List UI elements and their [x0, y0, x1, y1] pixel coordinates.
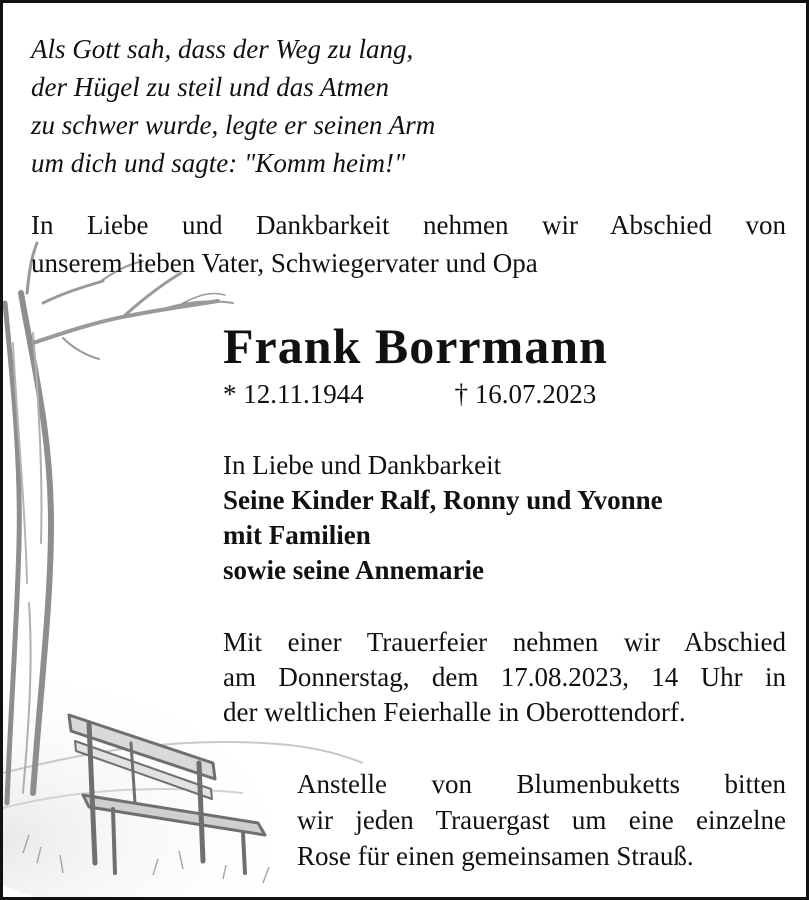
- mourners-line: In Liebe und Dankbarkeit: [223, 450, 502, 480]
- poem-line: zu schwer wurde, legte er seinen Arm: [31, 110, 436, 140]
- mourners-block: [223, 448, 663, 588]
- mourners-line: sowie seine Annemarie: [223, 555, 484, 585]
- request-line: wir jeden Trauergast um eine einzelne: [297, 805, 786, 835]
- deceased-name: Frank Borrmann: [223, 318, 608, 374]
- service-line: der weltlichen Feierhalle in Oberottendorf.: [223, 697, 686, 727]
- service-line: Mit einer Trauerfeier nehmen wir Abschied: [223, 627, 786, 657]
- death-date: † 16.07.2023: [454, 379, 597, 409]
- life-dates: [223, 377, 596, 411]
- intro-line: In Liebe und Dankbarkeit nehmen wir Abschied von: [31, 210, 786, 240]
- flower-request: [297, 766, 786, 874]
- request-line: Rose für einen gemeinsamen Strauß.: [297, 841, 694, 871]
- mourners-line: mit Familien: [223, 520, 371, 550]
- request-line: Anstelle von Blumenbuketts bitten: [297, 769, 786, 799]
- service-line: am Donnerstag, dem 17.08.2023, 14 Uhr in: [223, 662, 786, 692]
- poem-line: Als Gott sah, dass der Weg zu lang,: [31, 34, 414, 64]
- intro-line: unserem lieben Vater, Schwiegervater und Opa: [31, 248, 538, 278]
- poem: [31, 30, 451, 182]
- poem-line: um dich und sagte: "Komm heim!": [31, 148, 406, 178]
- intro-text: [31, 206, 786, 282]
- service-details: [223, 625, 786, 730]
- mourners-line: Seine Kinder Ralf, Ronny und Yvonne: [223, 485, 663, 515]
- poem-line: der Hügel zu steil und das Atmen: [31, 72, 389, 102]
- birth-date: * 12.11.1944: [223, 379, 364, 409]
